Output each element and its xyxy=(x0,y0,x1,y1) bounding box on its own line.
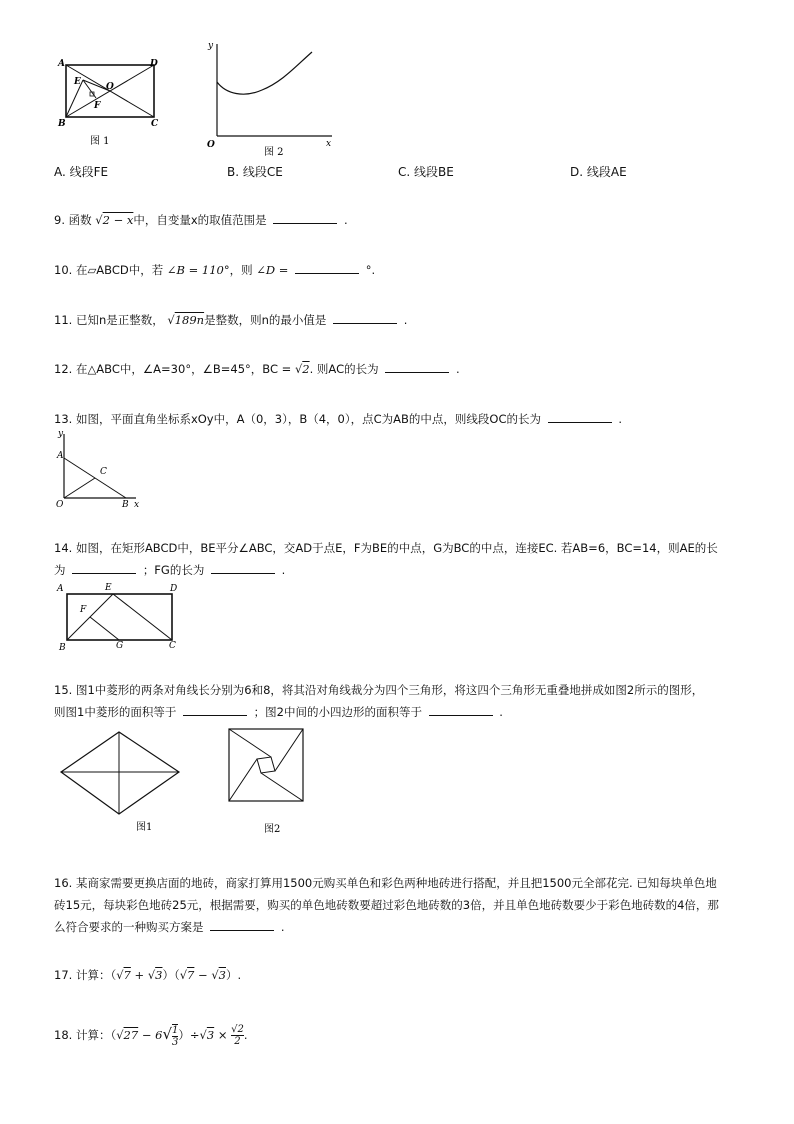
q18-fden: 2 xyxy=(234,1036,241,1047)
q17-r4: 3 xyxy=(218,968,226,982)
fig13-label-x: x xyxy=(134,500,140,510)
q18-frac-den: 3 xyxy=(172,1037,179,1048)
fig2-caption: 图 2 xyxy=(264,147,284,158)
fig14-label-E: E xyxy=(105,583,112,593)
question-12 xyxy=(54,361,460,377)
fig1-label-O: O xyxy=(106,82,114,92)
fig1-label-A: A xyxy=(58,59,65,69)
figure-14-rectangle xyxy=(54,580,184,652)
q10-eq1: ∠B = 110° xyxy=(166,263,230,277)
figure-15-square xyxy=(224,724,308,838)
question-14-line-1: 14. 如图，在矩形ABCD中，BE平分∠ABC，交AD于点E，F为BE的中点，G为BC的中点，连接EC. 若AB=6，BC=14，则AE的长 xyxy=(54,541,718,555)
q15-line2a: 则图1中菱形的面积等于 xyxy=(54,705,177,719)
fig14-label-A: A xyxy=(57,584,64,594)
q15-answer-blank-2[interactable] xyxy=(429,704,493,716)
choice-a[interactable]: A. 线段FE xyxy=(54,165,109,179)
q17-end: ）. xyxy=(225,968,242,982)
q12-sqrt: √2 xyxy=(294,362,310,376)
q12-pre: 12. 在△ABC中，∠A=30°，∠B=45°，BC = xyxy=(54,362,292,376)
q18-fnum: √2 xyxy=(231,1024,244,1035)
q16-end: . xyxy=(280,920,285,934)
q15-end: . xyxy=(499,705,503,719)
q18-sqrt3: √3 xyxy=(199,1028,215,1042)
fig13-label-B: B xyxy=(122,500,129,510)
fig13-label-C: C xyxy=(100,467,107,477)
fig14-label-G: G xyxy=(116,641,124,651)
q17-mid: ）（ xyxy=(162,968,180,982)
q17-plus: + xyxy=(130,968,148,982)
fig14-label-C: C xyxy=(169,641,176,651)
q18-end: . xyxy=(243,1028,248,1042)
q12-answer-blank[interactable] xyxy=(385,361,449,373)
q14-answer-blank-1[interactable] xyxy=(72,562,136,574)
q15-answer-blank-1[interactable] xyxy=(183,704,247,716)
q11-pre: 11. 已知n是正整数， xyxy=(54,313,164,327)
q17-expr-2: √7 − √3 xyxy=(179,968,226,982)
q13-answer-blank[interactable] xyxy=(548,411,612,423)
q17-r3: 7 xyxy=(187,968,195,982)
q12-end: . xyxy=(455,362,460,376)
fig1-label-F: F xyxy=(94,101,101,111)
q9-post: 中，自变量x的取值范围是 xyxy=(133,213,267,227)
fig15-caption-1: 图1 xyxy=(136,822,153,833)
question-17 xyxy=(54,967,241,983)
choice-c[interactable]: C. 线段BE xyxy=(398,165,454,179)
choice-d[interactable]: D. 线段AE xyxy=(570,165,627,179)
question-10 xyxy=(54,262,375,278)
choice-b[interactable]: B. 线段CE xyxy=(227,165,283,179)
q16-answer-blank[interactable] xyxy=(210,919,274,931)
figure-13-coordinate xyxy=(54,428,150,510)
question-16-line-2: 砖15元，每块彩色地砖25元，根据需要，购买的单色地砖数要超过彩色地砖数的3倍，并且单色地砖数要少于彩色地砖数的4倍，那 xyxy=(54,898,719,912)
question-14-line-2 xyxy=(54,562,285,578)
figure-15-rhombus xyxy=(58,724,186,834)
question-9 xyxy=(54,212,348,228)
q17-r2: 3 xyxy=(155,968,163,982)
fig2-label-y: y xyxy=(208,41,214,51)
figure-2-graph xyxy=(204,38,339,158)
q18-r2: 3 xyxy=(206,1028,215,1042)
question-15-line-1: 15. 图1中菱形的两条对角线长分别为6和8，将其沿对角线裁分为四个三角形，将这四个三角形无重叠地拼成如图2所示的图形， xyxy=(54,683,704,697)
q11-post: 是整数，则n的最小值是 xyxy=(204,313,327,327)
fig1-caption: 图 1 xyxy=(90,136,110,146)
q18-div: ）÷ xyxy=(178,1028,200,1042)
fig13-label-O: O xyxy=(56,500,64,510)
q10-eq2: ∠D = xyxy=(256,263,289,277)
q11-sqrt: √189n xyxy=(167,313,205,327)
q11-answer-blank[interactable] xyxy=(333,312,397,324)
fig1-label-D: D xyxy=(150,59,158,69)
q12-post: . 则AC的长为 xyxy=(309,362,379,376)
q9-answer-blank[interactable] xyxy=(273,212,337,224)
q9-sqrt: √2 − x xyxy=(95,213,134,227)
fig13-label-y: y xyxy=(58,429,64,439)
fig15-caption-2: 图2 xyxy=(264,824,281,835)
q14-answer-blank-2[interactable] xyxy=(211,562,275,574)
q18-frac-num: 1 xyxy=(172,1025,179,1036)
q10-answer-blank[interactable] xyxy=(295,262,359,274)
question-13 xyxy=(54,411,622,427)
q17-pre: 17. 计算：（ xyxy=(54,968,117,982)
q10-pre: 10. 在▱ABCD中，若 xyxy=(54,263,164,277)
q18-pre: 18. 计算：（ xyxy=(54,1028,117,1042)
fig1-label-B: B xyxy=(58,119,66,129)
question-16-line-1: 16. 某商家需要更换店面的地砖，商家打算用1500元购买单色和彩色两种地砖进行搭配，并且把1500元全部花完. 已知每块单色地 xyxy=(54,876,717,890)
q14-line2a: 为 xyxy=(54,563,66,577)
question-16-line-3 xyxy=(54,919,284,935)
q12-radicand: 2 xyxy=(302,362,310,376)
q18-times: × xyxy=(214,1028,232,1042)
q18-r1: 27 xyxy=(123,1028,139,1042)
fig14-label-F: F xyxy=(80,605,87,615)
q9-end: . xyxy=(344,213,348,227)
fig14-label-B: B xyxy=(59,643,66,652)
q11-radicand: 189n xyxy=(174,313,205,327)
fig2-label-O: O xyxy=(207,140,215,150)
q10-end: °. xyxy=(365,263,376,277)
q10-mid: ，则 xyxy=(229,263,253,277)
q18-minus: − 6 xyxy=(138,1028,163,1042)
q9-radicand: 2 − x xyxy=(102,213,134,227)
q16-line3a: 么符合要求的一种购买方案是 xyxy=(54,920,204,934)
q13-end: . xyxy=(618,412,622,426)
q17-expr: √7 + √3 xyxy=(116,968,163,982)
fig2-label-x: x xyxy=(326,139,332,149)
question-18 xyxy=(54,1022,248,1048)
q9-text: 9. 函数 xyxy=(54,213,92,227)
question-11 xyxy=(54,312,407,328)
q18-expr: √27 − 6√ $\frac{1}{3}$ xyxy=(116,1025,179,1048)
q15-line2b: ；图2中间的小四边形的面积等于 xyxy=(253,705,422,719)
q14-line2b: ；FG的长为 xyxy=(142,563,205,577)
q14-end: . xyxy=(281,563,286,577)
q11-end: . xyxy=(403,313,408,327)
question-15-line-2 xyxy=(54,704,503,720)
figure-1-rectangle xyxy=(52,56,162,146)
fig14-label-D: D xyxy=(170,584,178,594)
fig1-label-C: C xyxy=(151,119,159,129)
q17-minus: − xyxy=(194,968,212,982)
fig13-label-A: A xyxy=(57,451,64,461)
q13-text: 13. 如图，平面直角坐标系xOy中，A（0，3），B（4，0），点C为AB的中点，则线段OC的长为 xyxy=(54,412,541,426)
q17-r1: 7 xyxy=(123,968,131,982)
fig1-label-E: E xyxy=(74,77,81,87)
